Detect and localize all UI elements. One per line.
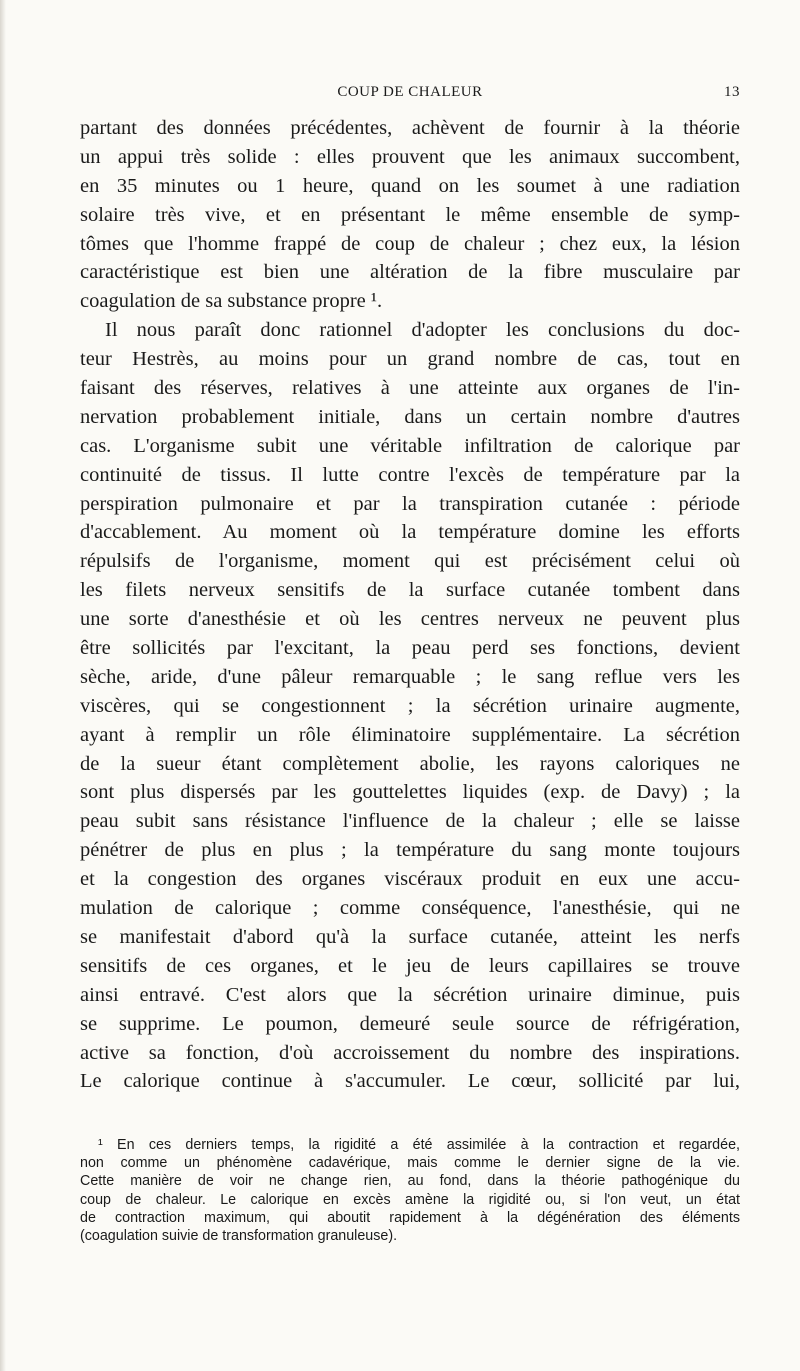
footnote-line: coup de chaleur. Le calorique en excès amène la rigidité ou, si l'on veut, un état — [80, 1191, 740, 1208]
body-line: caractéristique est bien une altération de la fibre musculaire par — [80, 261, 740, 284]
body-line: tômes que l'homme frappé de coup de chaleur ; chez eux, la lésion — [80, 232, 740, 255]
body-line: sensitifs de ces organes, et le jeu de leurs capillaires se trouve — [80, 954, 740, 977]
body-line: teur Hestrès, au moins pour un grand nombre de cas, tout en — [80, 348, 740, 371]
footnote-line: (coagulation suivie de transformation granuleuse). — [80, 1227, 398, 1244]
body-line: peau subit sans résistance l'influence de la chaleur ; elle se laisse — [80, 810, 740, 833]
footnote-line: non comme un phénomène cadavérique, mais comme le dernier signe de la vie. — [80, 1155, 740, 1172]
running-head: COUP DE CHALEUR — [337, 84, 483, 100]
body-line: ainsi entravé. C'est alors que la sécrétion urinaire diminue, puis — [80, 983, 740, 1006]
body-line: se manifestait d'abord qu'à la surface cutanée, atteint les nerfs — [80, 925, 740, 948]
body-line: viscères, qui se congestionnent ; la sécrétion urinaire augmente, — [80, 694, 740, 717]
body-line: Le calorique continue à s'accumuler. Le cœur, sollicité par lui, — [80, 1070, 740, 1093]
body-line: solaire très vive, et en présentant le même ensemble de symp- — [80, 203, 740, 226]
body-line: mulation de calorique ; comme conséquence, l'anesthésie, qui ne — [80, 897, 740, 920]
body-line: en 35 minutes ou 1 heure, quand on les soumet à une radiation — [80, 174, 740, 197]
body-line: répulsifs de l'organisme, moment qui est précisément celui où — [80, 550, 740, 573]
body-line: nervation probablement initiale, dans un certain nombre d'autres — [80, 405, 740, 428]
body-line: partant des données précédentes, achèvent de fournir à la théorie — [80, 117, 740, 139]
body-line: de la sueur étant complètement abolie, les rayons caloriques ne — [80, 752, 740, 775]
body-line: Il nous paraît donc rationnel d'adopter les conclusions du doc- — [105, 319, 740, 342]
body-line: d'accablement. Au moment où la température domine les efforts — [80, 521, 740, 544]
footnote-line: Cette manière de voir ne change rien, au fond, dans la théorie pathogénique du — [80, 1173, 740, 1190]
page-header — [80, 84, 740, 104]
body-line: faisant des réserves, relatives à une atteinte aux organes de l'in- — [80, 377, 740, 400]
body-line: et la congestion des organes viscéraux produit en eux une accu- — [80, 868, 740, 891]
body-line: les filets nerveux sensitifs de la surface cutanée tombent dans — [80, 579, 740, 602]
body-line: cas. L'organisme subit une véritable infiltration de calorique par — [80, 434, 740, 457]
body-line: sont plus dispersés par les gouttelettes liquides (exp. de Davy) ; la — [80, 781, 740, 804]
body-line: sèche, aride, d'une pâleur remarquable ; le sang reflue vers les — [80, 665, 740, 688]
footnote-line: de contraction maximum, qui aboutit rapidement à la dégénération des éléments — [80, 1209, 740, 1226]
body-line: perspiration pulmonaire et par la transpiration cutanée : période — [80, 492, 740, 515]
body-line: se supprime. Le poumon, demeuré seule source de réfrigération, — [80, 1012, 740, 1035]
body-line: ayant à remplir un rôle éliminatoire supplémentaire. La sécrétion — [80, 723, 740, 746]
body-line: être sollicités par l'excitant, la peau perd ses fonctions, devient — [80, 637, 740, 660]
body-line: continuité de tissus. Il lutte contre l'excès de température par la — [80, 463, 740, 486]
body-line: active sa fonction, d'où accroissement du nombre des inspirations. — [80, 1041, 740, 1064]
body-text — [80, 114, 740, 1096]
body-line: une sorte d'anesthésie et où les centres nerveux ne peuvent plus — [80, 608, 740, 631]
page-number: 13 — [724, 84, 740, 100]
body-line: pénétrer de plus en plus ; la température du sang monte toujours — [80, 839, 740, 862]
footnote — [80, 1136, 740, 1245]
body-line: un appui très solide : elles prouvent que les animaux succombent, — [80, 145, 740, 168]
body-line: coagulation de sa substance propre ¹. — [80, 290, 383, 313]
footnote-line: ¹ En ces derniers temps, la rigidité a été assimilée à la contraction et regardée, — [98, 1137, 740, 1153]
page-edge-shadow — [0, 0, 6, 1371]
